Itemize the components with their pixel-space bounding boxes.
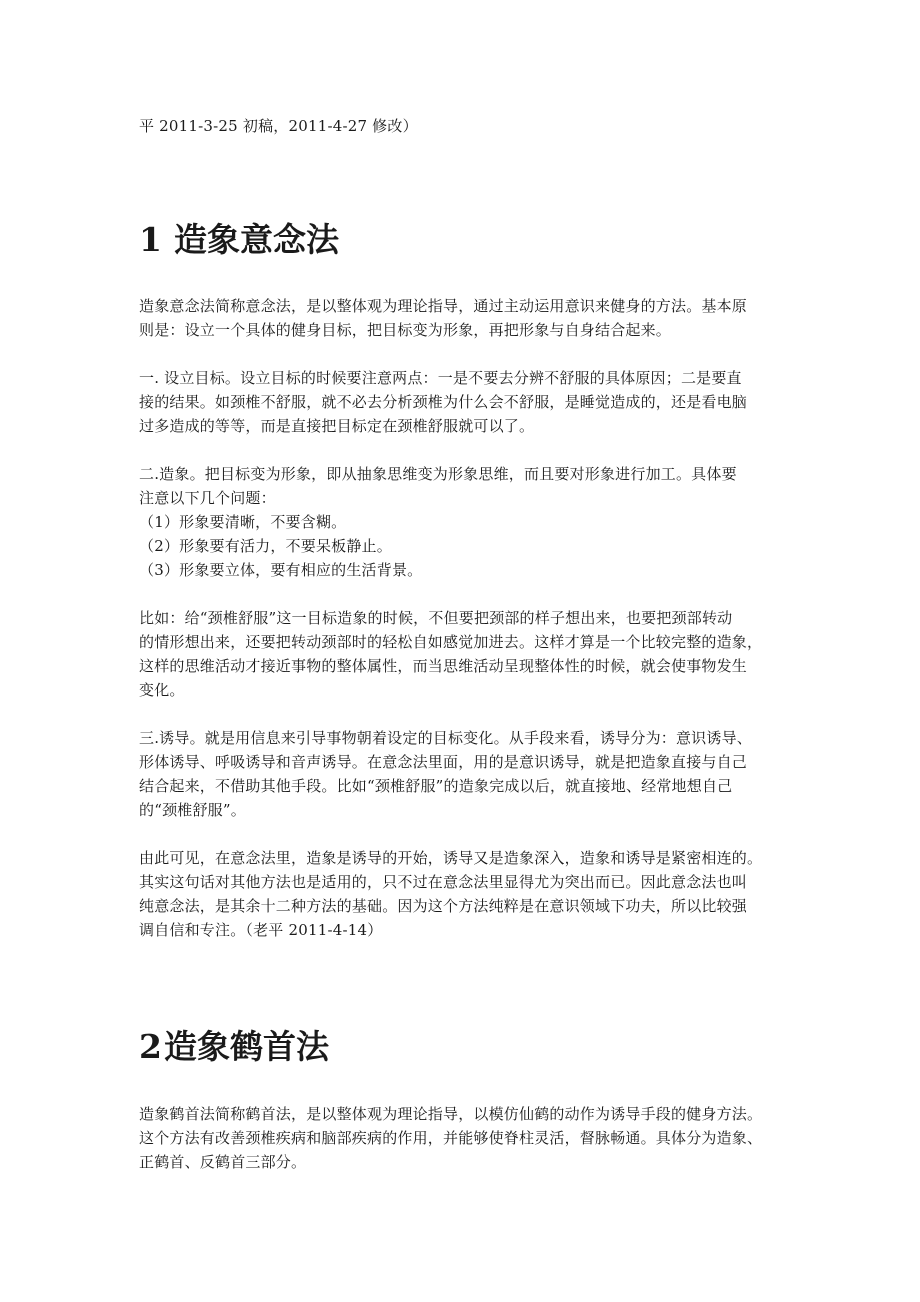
paragraph-line: 二.造象。把目标变为形象，即从抽象思维变为形象思维，而且要对形象进行加工。具体要	[139, 465, 737, 483]
paragraph-line: 过多造成的等等，而是直接把目标定在颈椎舒服就可以了。	[139, 417, 535, 435]
paragraph-line: 接的结果。如颈椎不舒服，就不必去分析颈椎为什么会不舒服，是睡觉造成的，还是看电脑	[139, 393, 748, 411]
paragraph-line: 的“颈椎舒服”。	[139, 801, 246, 819]
paragraph-line: 这样的思维活动才接近事物的整体属性，而当思维活动呈现整体性的时候，就会使事物发生	[139, 657, 748, 675]
section-1-title: 造象意念法	[173, 220, 339, 259]
paragraph-line: 形体诱导、呼吸诱导和音声诱导。在意念法里面，用的是意识诱导，就是把造象直接与自己	[139, 753, 748, 771]
paragraph-line: 正鹤首、反鹤首三部分。	[139, 1153, 307, 1171]
paragraph-line: 调自信和专注。（老平 2011-4-14）	[139, 921, 383, 939]
section-2-title: 造象鹤首法	[163, 1027, 329, 1066]
paragraph-line: 这个方法有改善颈椎疾病和脑部疾病的作用，并能够使脊柱灵活，督脉畅通。具体分为造象、	[139, 1129, 763, 1147]
section-1-number: 1	[139, 220, 162, 259]
list-item: （1）形象要清晰，不要含糊。	[139, 513, 347, 531]
section-1-heading	[139, 220, 339, 260]
paragraph-line: 由此可见，在意念法里，造象是诱导的开始，诱导又是造象深入，造象和诱导是紧密相连的。	[139, 849, 763, 867]
paragraph-line: 的情形想出来，还要把转动颈部时的轻松自如感觉加进去。这样才算是一个比较完整的造象，	[139, 633, 763, 651]
paragraph-line: 变化。	[139, 681, 185, 699]
paragraph-line: 造象意念法简称意念法，是以整体观为理论指导，通过主动运用意识来健身的方法。基本原	[139, 297, 748, 315]
paragraph-line: 结合起来，不借助其他手段。比如“颈椎舒服”的造象完成以后，就直接地、经常地想自己	[139, 777, 733, 795]
paragraph-line: 三.诱导。就是用信息来引导事物朝着设定的目标变化。从手段来看，诱导分为：意识诱导、	[139, 729, 752, 747]
paragraph-line: 则是：设立一个具体的健身目标，把目标变为形象，再把形象与自身结合起来。	[139, 321, 672, 339]
paragraph-line: 其实这句话对其他方法也是适用的，只不过在意念法里显得尤为突出而已。因此意念法也叫	[139, 873, 748, 891]
paragraph-line: 注意以下几个问题：	[139, 489, 276, 507]
paragraph-line: 一. 设立目标。设立目标的时候要注意两点：一是不要去分辨不舒服的具体原因；二是要直	[139, 369, 742, 387]
paragraph-line: 纯意念法，是其余十二种方法的基础。因为这个方法纯粹是在意识领域下功夫，所以比较强	[139, 897, 748, 915]
section-2-number: 2	[139, 1027, 162, 1066]
paragraph-line: 比如：给“颈椎舒服”这一目标造象的时候，不但要把颈部的样子想出来，也要把颈部转动	[139, 609, 733, 627]
list-item: （2）形象要有活力，不要呆板静止。	[139, 537, 392, 555]
list-item: （3）形象要立体，要有相应的生活背景。	[139, 561, 423, 579]
paragraph-line: 造象鹤首法简称鹤首法，是以整体观为理论指导，以模仿仙鹤的动作为诱导手段的健身方法。	[139, 1105, 763, 1123]
top-note: 平 2011-3-25 初稿，2011-4-27 修改）	[139, 117, 418, 135]
section-2-heading	[139, 1027, 329, 1067]
